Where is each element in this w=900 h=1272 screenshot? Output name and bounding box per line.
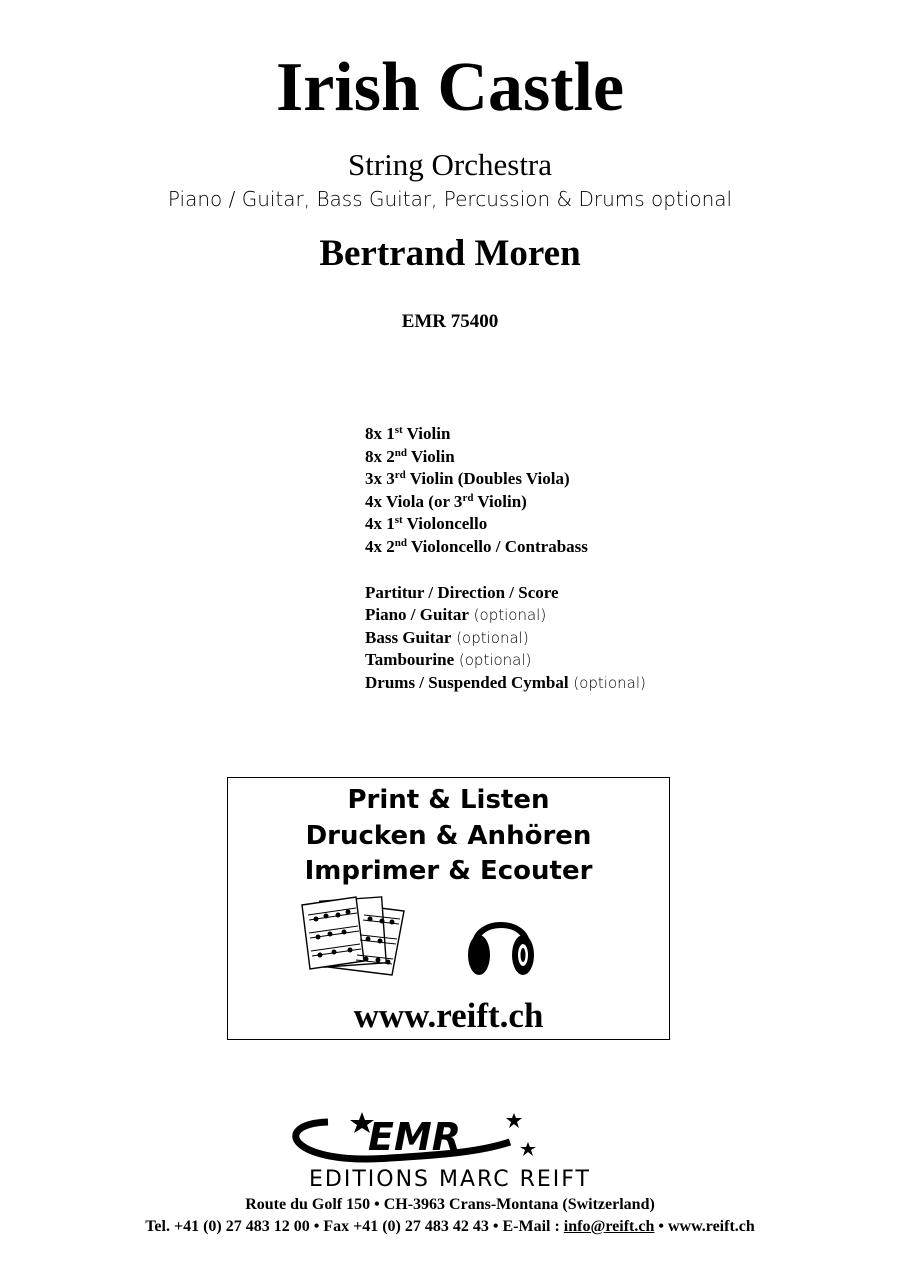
- publisher-name: EDITIONS MARC REIFT: [309, 1167, 591, 1192]
- promo-line-3: Imprimer & Ecouter: [304, 856, 593, 886]
- ensemble: String Orchestra: [347, 147, 553, 182]
- sheet-music-icon: [300, 895, 412, 977]
- part-row: 8x 2nd Violin: [365, 446, 455, 466]
- title: Irish Castle: [275, 49, 625, 126]
- address: Route du Golf 150 • CH-3963 Crans-Montana (Switzerland): [245, 1196, 655, 1213]
- promo-url: www.reift.ch: [353, 996, 544, 1035]
- part-row: 8x 1st Violin: [365, 424, 451, 443]
- headphones-icon: [465, 903, 537, 979]
- part-row: Partitur / Direction / Score: [365, 582, 559, 602]
- part-row: Tambourine (optional): [365, 650, 532, 670]
- part-row: Bass Guitar (optional): [365, 627, 529, 647]
- logo-text: EMR: [368, 1115, 462, 1159]
- email-link[interactable]: info@reift.ch: [563, 1218, 655, 1235]
- emr-logo: [250, 1108, 550, 1166]
- catalog-number: EMR 75400: [401, 311, 499, 332]
- print-listen-box: [227, 777, 670, 1040]
- optional-instruments: Piano / Guitar, Bass Guitar, Percussion & Drums optional: [167, 187, 733, 211]
- spacer: [365, 559, 646, 582]
- part-row: Piano / Guitar (optional): [365, 605, 547, 625]
- part-row: 4x Viola (or 3rd Violin): [365, 491, 527, 511]
- promo-line-1: Print & Listen: [347, 785, 550, 815]
- part-row: 3x 3rd Violin (Doubles Viola): [365, 469, 570, 489]
- composer: Bertrand Moren: [319, 233, 581, 274]
- part-row: 4x 1st Violoncello: [365, 514, 488, 534]
- contact-line: Tel. +41 (0) 27 483 12 00 • Fax +41 (0) 27 483 42 43 • E-Mail : info@reift.ch • www.reift.ch: [145, 1218, 755, 1235]
- promo-line-2: Drucken & Anhören: [305, 821, 592, 851]
- part-row: 4x 2nd Violoncello / Contrabass: [365, 536, 588, 556]
- part-row: Drums / Suspended Cymbal (optional): [365, 672, 646, 692]
- parts-list: [365, 423, 646, 695]
